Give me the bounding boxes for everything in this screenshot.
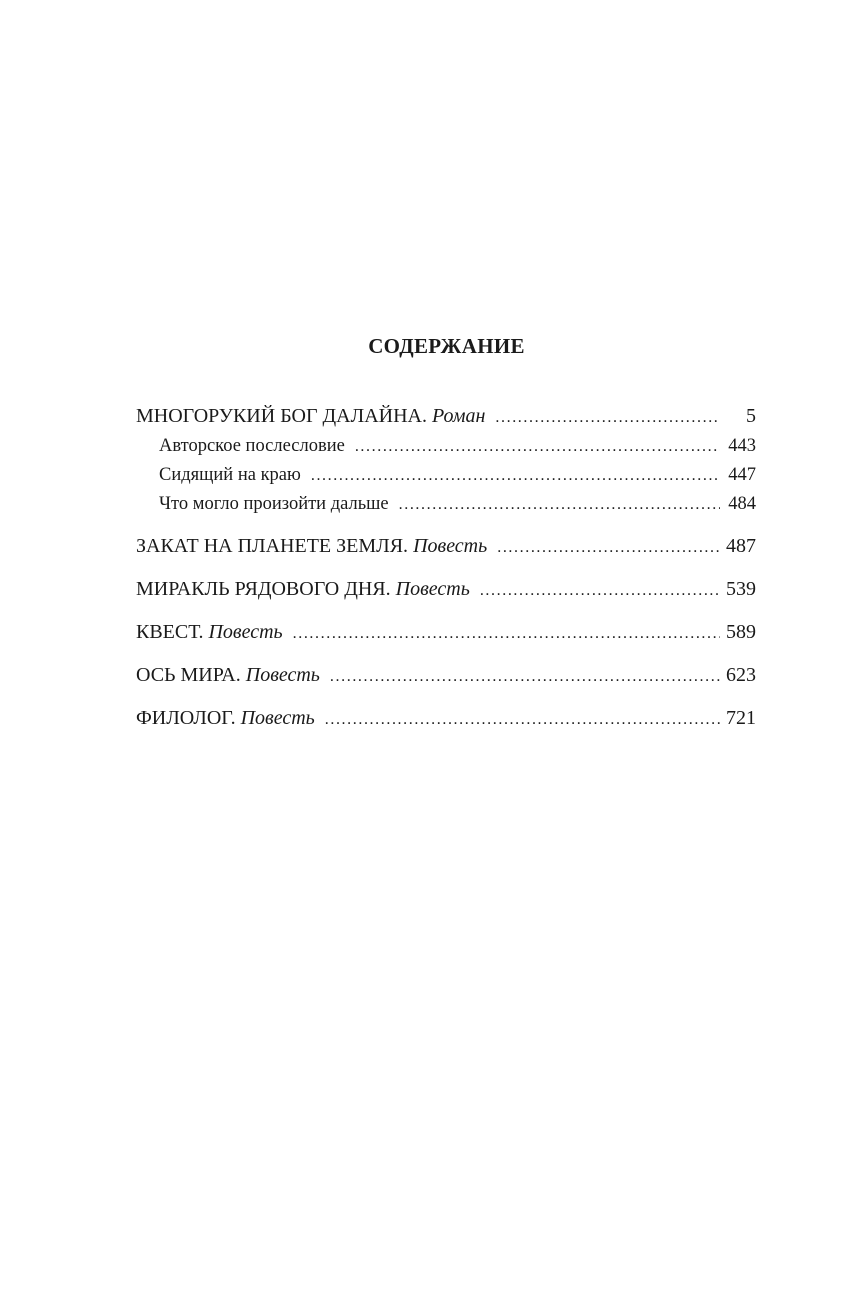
- entry-genre: Повесть: [413, 535, 488, 557]
- toc-entry[interactable]: [136, 532, 756, 562]
- dot-leader: [330, 662, 720, 691]
- entry-title: Что могло произойти дальше: [159, 494, 389, 514]
- toc-entry[interactable]: [136, 704, 756, 734]
- toc-subentry[interactable]: [136, 490, 756, 519]
- entry-genre: Повесть: [395, 578, 470, 600]
- entry-title: Авторское послесловие: [159, 436, 345, 456]
- toc-entry[interactable]: [136, 402, 756, 432]
- entry-page-number: 539: [726, 578, 756, 600]
- entry-page-number: 487: [726, 535, 756, 557]
- dot-leader: [497, 533, 720, 562]
- toc-subentry[interactable]: [136, 461, 756, 490]
- entry-genre: Повесть: [208, 621, 283, 643]
- entry-title: КВЕСТ.: [136, 621, 204, 643]
- entry-page-number: 447: [728, 465, 756, 485]
- dot-leader: [480, 576, 720, 605]
- entry-title: МНОГОРУКИЙ БОГ ДАЛАЙНА.: [136, 405, 427, 427]
- entry-title: ОСЬ МИРА.: [136, 664, 241, 686]
- page-title: СОДЕРЖАНИЕ: [368, 334, 525, 358]
- entry-page-number: 623: [726, 664, 756, 686]
- entry-title: МИРАКЛЬ РЯДОВОГО ДНЯ.: [136, 578, 391, 600]
- entry-genre: Повесть: [245, 664, 320, 686]
- dot-leader: [311, 461, 720, 490]
- dot-leader: [399, 490, 720, 519]
- entry-page-number: 721: [726, 707, 756, 729]
- entry-title: ФИЛОЛОГ.: [136, 707, 236, 729]
- entry-page-number: 589: [726, 621, 756, 643]
- dot-leader: [325, 705, 720, 734]
- entry-page-number: 484: [728, 494, 756, 514]
- table-of-contents: [136, 402, 756, 734]
- toc-entry[interactable]: [136, 618, 756, 648]
- toc-entry[interactable]: [136, 661, 756, 691]
- toc-entry[interactable]: [136, 575, 756, 605]
- entry-page-number: 443: [728, 436, 756, 456]
- dot-leader: [495, 403, 720, 432]
- dot-leader: [355, 432, 720, 461]
- entry-title: ЗАКАТ НА ПЛАНЕТЕ ЗЕМЛЯ.: [136, 535, 409, 557]
- entry-genre: Роман: [431, 405, 486, 427]
- entry-page-number: 5: [746, 405, 756, 427]
- entry-genre: Повесть: [240, 707, 315, 729]
- entry-title: Сидящий на краю: [159, 465, 301, 485]
- dot-leader: [293, 619, 720, 648]
- toc-subentry[interactable]: [136, 432, 756, 461]
